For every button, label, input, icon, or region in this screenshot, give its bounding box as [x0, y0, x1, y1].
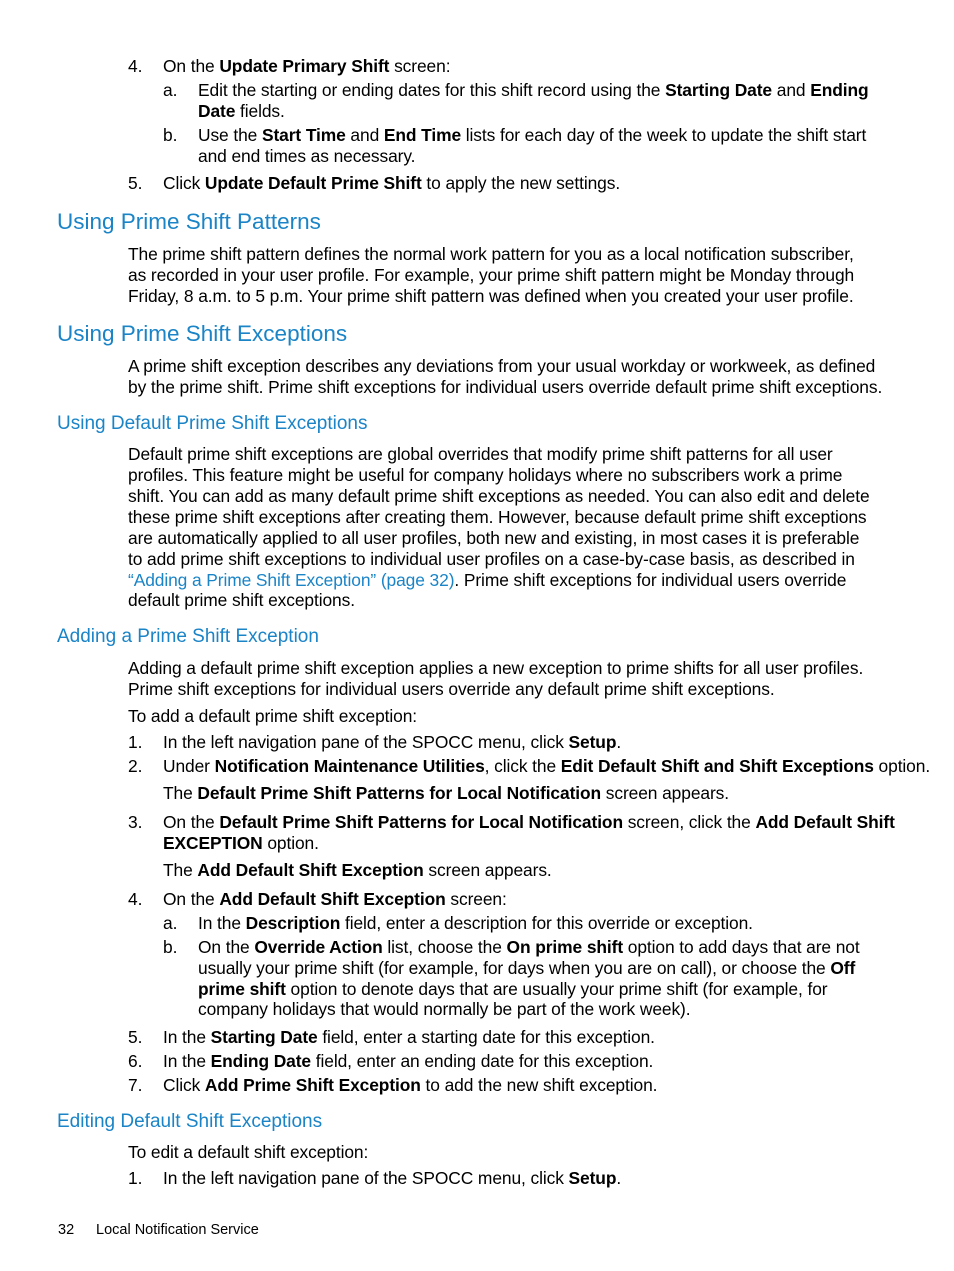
step-number: 3.: [128, 812, 143, 832]
paragraph-line: shift. You can add as many default prime shift exceptions as needed. You can also edit and delete: [128, 486, 870, 506]
substep-text: company holidays that would normally be part of the work week).: [198, 999, 691, 1019]
paragraph-line: Prime shift exceptions for individual users override any default prime shift exceptions.: [128, 679, 775, 699]
step-number: 4.: [128, 889, 143, 909]
substep-text: In the Description field, enter a description for this override or exception.: [198, 913, 753, 933]
step-text: In the Ending Date field, enter an ending date for this exception.: [163, 1051, 654, 1071]
step-text: Click Add Prime Shift Exception to add the new shift exception.: [163, 1075, 658, 1095]
step-text: Click Update Default Prime Shift to apply the new settings.: [163, 173, 621, 193]
substep-text: Date fields.: [198, 101, 285, 121]
paragraph-line: Adding a default prime shift exception applies a new exception to prime shifts for all user profiles.: [128, 658, 864, 678]
paragraph-line: Friday, 8 a.m. to 5 p.m. Your prime shift pattern was defined when you created your user profile.: [128, 286, 854, 306]
paragraph-line: these prime shift exceptions after creating them. However, because default prime shift exceptions: [128, 507, 867, 527]
footer-title: Local Notification Service: [96, 1222, 259, 1238]
step-text: On the Update Primary Shift screen:: [163, 56, 451, 76]
step-text: EXCEPTION option.: [163, 833, 319, 853]
substep-letter: b.: [163, 125, 178, 145]
paragraph-line: To add a default prime shift exception:: [128, 706, 418, 726]
step-number: 5.: [128, 173, 143, 193]
step-text: Under Notification Maintenance Utilities, click the Edit Default Shift and Shift Exceptions option.: [163, 756, 931, 776]
substep-text: usually your prime shift (for example, for days when you are on call), or choose the Off: [198, 958, 856, 978]
substep-letter: b.: [163, 937, 178, 957]
paragraph-line: as recorded in your user profile. For example, your prime shift pattern might be Monday through: [128, 265, 855, 285]
step-number: 4.: [128, 56, 143, 76]
step-number: 7.: [128, 1075, 143, 1095]
step-text: On the Add Default Shift Exception screen:: [163, 889, 507, 909]
subsection-heading: Adding a Prime Shift Exception: [57, 626, 319, 647]
step-number: 2.: [128, 756, 143, 776]
substep-text: On the Override Action list, choose the On prime shift option to add days that are not: [198, 937, 860, 957]
paragraph-line: “Adding a Prime Shift Exception” (page 32). Prime shift exceptions for individual users override: [128, 570, 847, 590]
paragraph-line: by the prime shift. Prime shift exceptions for individual users override default prime shift exceptions.: [128, 377, 883, 397]
paragraph-line: To edit a default shift exception:: [128, 1142, 369, 1162]
paragraph-line: profiles. This feature might be useful for company holidays where no subscribers work a prime: [128, 465, 843, 485]
step-number: 1.: [128, 732, 143, 752]
step-text: In the Starting Date field, enter a starting date for this exception.: [163, 1027, 655, 1047]
substep-text: prime shift option to denote days that are usually your prime shift (for example, for: [198, 979, 828, 999]
page-number: 32: [58, 1222, 75, 1238]
cross-reference-link[interactable]: “Adding a Prime Shift Exception” (page 32): [128, 570, 455, 590]
substep-text: Edit the starting or ending dates for this shift record using the Starting Date and Ending: [198, 80, 869, 100]
paragraph-line: A prime shift exception describes any deviations from your usual workday or workweek, as defined: [128, 356, 876, 376]
step-text: On the Default Prime Shift Patterns for Local Notification screen, click the Add Default Shift: [163, 812, 895, 832]
substep-text: and end times as necessary.: [198, 146, 416, 166]
step-text: In the left navigation pane of the SPOCC menu, click Setup.: [163, 732, 622, 752]
paragraph-line: default prime shift exceptions.: [128, 590, 355, 610]
section-heading: Using Prime Shift Patterns: [57, 209, 321, 234]
step-number: 5.: [128, 1027, 143, 1047]
paragraph-line: to add prime shift exceptions to individual user profiles on a case-by-case basis, as described in: [128, 549, 855, 569]
section-heading: Using Prime Shift Exceptions: [57, 321, 348, 346]
step-number: 1.: [128, 1168, 143, 1188]
paragraph-line: Default prime shift exceptions are global overrides that modify prime shift patterns for all user: [128, 444, 833, 464]
subsection-heading: Editing Default Shift Exceptions: [57, 1111, 323, 1132]
step-text: In the left navigation pane of the SPOCC menu, click Setup.: [163, 1168, 622, 1188]
substep-letter: a.: [163, 913, 178, 933]
substep-text: Use the Start Time and End Time lists for each day of the week to update the shift start: [198, 125, 867, 145]
step-note: The Add Default Shift Exception screen appears.: [163, 860, 552, 880]
paragraph-line: are automatically applied to all user profiles, both new and existing, in most cases it is preferable: [128, 528, 860, 548]
paragraph-line: The prime shift pattern defines the normal work pattern for you as a local notification subscriber,: [128, 244, 854, 264]
subsection-heading: Using Default Prime Shift Exceptions: [57, 413, 368, 434]
step-number: 6.: [128, 1051, 143, 1071]
step-note: The Default Prime Shift Patterns for Local Notification screen appears.: [163, 783, 729, 803]
substep-letter: a.: [163, 80, 178, 100]
